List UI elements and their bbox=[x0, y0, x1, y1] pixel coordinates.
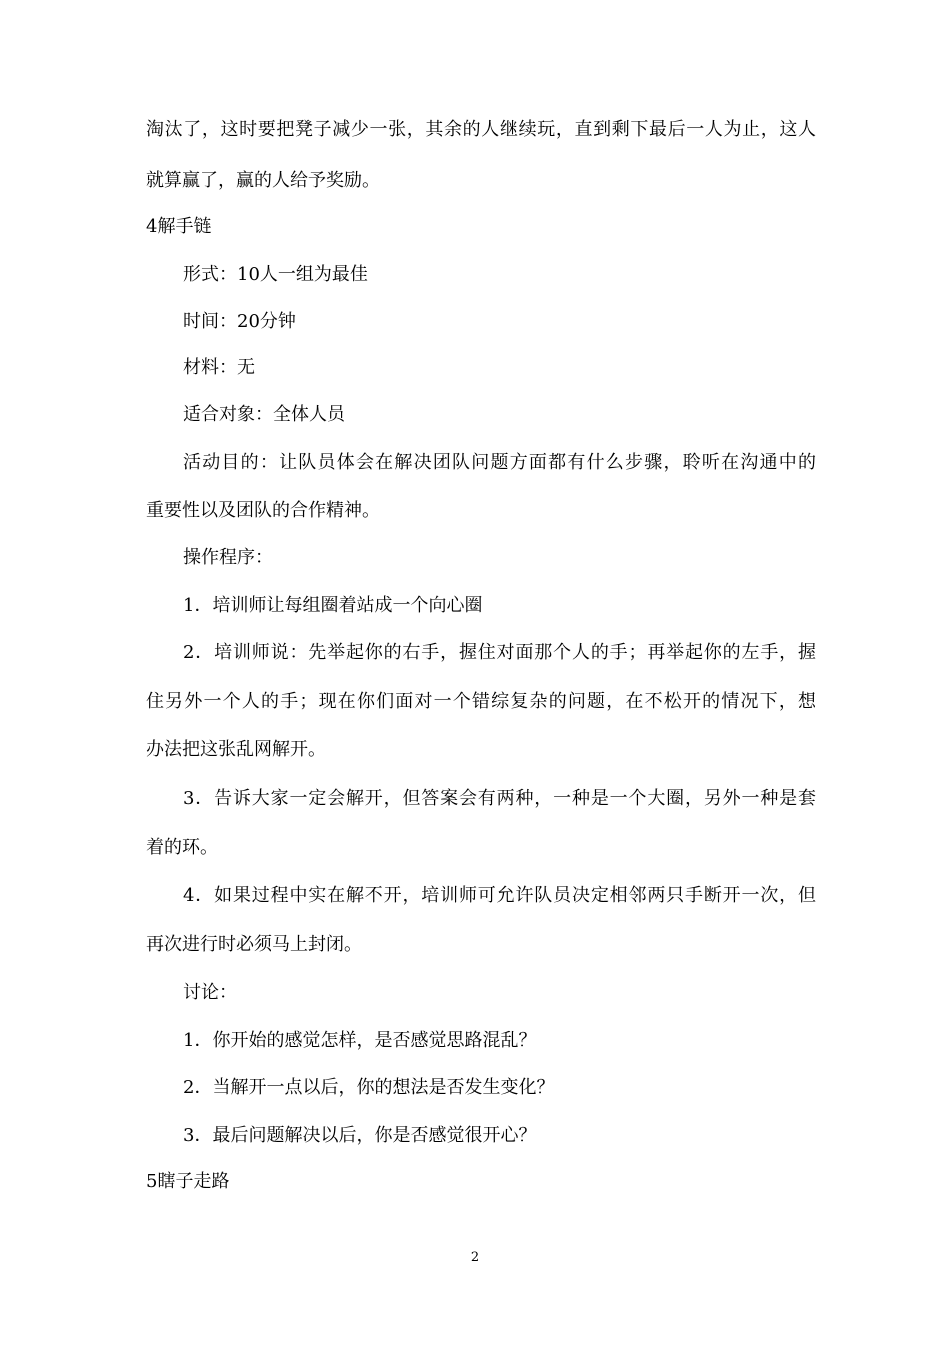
text-line: 讨论： bbox=[183, 982, 237, 1003]
section-heading: 4解手链 bbox=[146, 216, 212, 237]
text-line: 淘汰了，这时要把凳子减少一张，其余的人继续玩，直到剩下最后一人为止，这人 bbox=[146, 119, 816, 140]
list-item: 2．当解开一点以后，你的想法是否发生变化？ bbox=[183, 1077, 555, 1098]
text-line: 办法把这张乱网解开。 bbox=[146, 739, 326, 760]
text-line: 适合对象：全体人员 bbox=[183, 404, 345, 425]
page-number: 2 bbox=[470, 1250, 480, 1265]
text-line: 时间：20分钟 bbox=[183, 311, 296, 332]
text-line: 活动目的：让队员体会在解决团队问题方面都有什么步骤，聆听在沟通中的 bbox=[183, 452, 816, 473]
list-item: 4．如果过程中实在解不开，培训师可允许队员决定相邻两只手断开一次，但 bbox=[183, 885, 816, 906]
list-item: 1．培训师让每组圈着站成一个向心圈 bbox=[183, 595, 483, 616]
text-line: 再次进行时必须马上封闭。 bbox=[146, 934, 362, 955]
list-item: 1．你开始的感觉怎样，是否感觉思路混乱？ bbox=[183, 1030, 537, 1051]
text-line: 操作程序： bbox=[183, 547, 273, 568]
text-line: 着的环。 bbox=[146, 837, 218, 858]
list-item: 3．最后问题解决以后，你是否感觉很开心？ bbox=[183, 1125, 537, 1146]
text-line: 重要性以及团队的合作精神。 bbox=[146, 500, 380, 521]
text-line: 就算赢了，赢的人给予奖励。 bbox=[146, 170, 380, 191]
list-item: 3．告诉大家一定会解开，但答案会有两种，一种是一个大圈，另外一种是套 bbox=[183, 788, 816, 809]
list-item: 2．培训师说：先举起你的右手，握住对面那个人的手；再举起你的左手，握 bbox=[183, 642, 816, 663]
text-line: 住另外一个人的手；现在你们面对一个错综复杂的问题，在不松开的情况下，想 bbox=[146, 691, 816, 712]
text-line: 材料：无 bbox=[183, 357, 255, 378]
text-line: 形式：10人一组为最佳 bbox=[183, 264, 368, 285]
section-heading: 5瞎子走路 bbox=[146, 1171, 230, 1192]
